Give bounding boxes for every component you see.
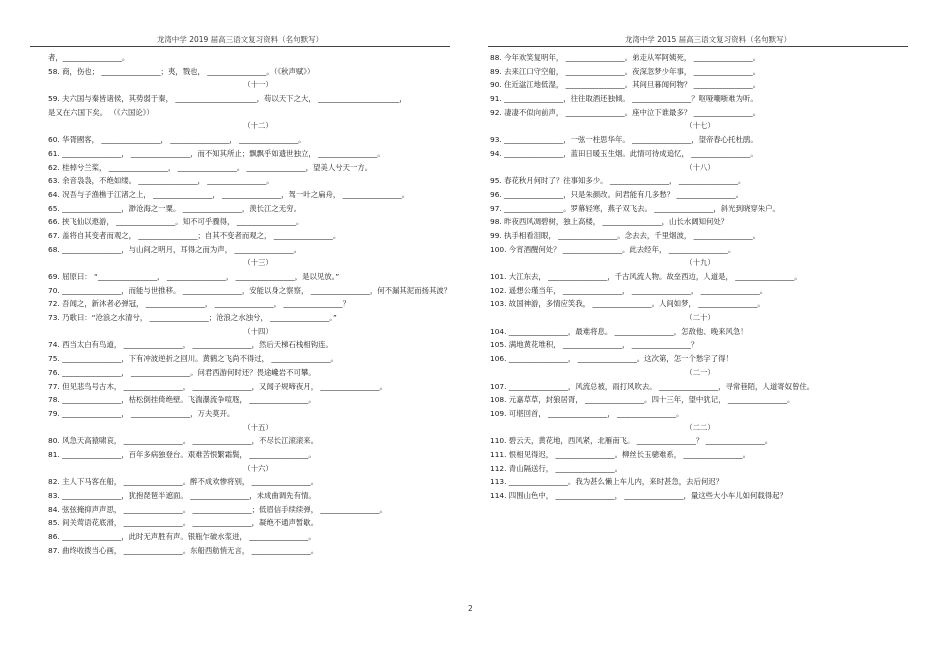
question-line: 89. 去来江口守空船， ________________。夜深忽梦少年事， ________________。 (490, 66, 761, 76)
left-header-rule (30, 46, 450, 47)
question-line: 66. 挟飞仙以遨游， ________________。知不可乎骤得， ________________。 (48, 217, 304, 227)
question-line: 102. 遥想公瑾当年， ________________， ________________， ________________。 (490, 285, 768, 295)
question-line: 70. ________________，而能与世推移。 ________________，安能以身之察察， ________________，何不漏其泥而扬其波？ (48, 285, 452, 295)
page-number: 2 (468, 604, 473, 613)
question-line: 103. 故国神游，多情应笑我， ________________。人间如梦， ________________。 (490, 299, 765, 309)
right-column (490, 51, 910, 503)
right-header-rule (488, 46, 908, 47)
section-heading: （二十） (685, 313, 715, 323)
question-line: 65. ________________，渺沧海之一粟。 ________________，羡长江之无穷。 (48, 203, 301, 213)
question-line: 74. 西当太白有鸟道， ________________， ________________，然后天梯石栈相钩连。 (48, 340, 333, 350)
question-line: 84. 弦弦掩抑声声思， ________________。 ________________；低眉信手续续弹， ________________。 (48, 504, 387, 514)
question-line: 80. 风急天高猿啸哀， ________________。 ________________，不尽长江滚滚来。 (48, 436, 319, 446)
section-heading: （二二） (685, 422, 715, 432)
question-line: 86. ________________，此时无声胜有声。银瓶乍破水浆迸， ________________。 (48, 532, 316, 542)
question-line: 81. ________________，百年多病独登台。艰难苦恨繁霜鬓， ________________。 (48, 449, 316, 459)
left-page-header: 龙湾中学 2019 届高三语文复习资料（名句默写） (156, 35, 324, 44)
section-heading: （十四） (243, 326, 273, 336)
question-line: 94. ________________，蓝田日暖玉生烟。此情可待成追忆， ________________。 (490, 148, 758, 158)
question-line: 72. 吾闻之，新沐者必弹冠， ________________， ________________， ________________？ (48, 299, 350, 309)
question-line: 60. 华胥國客， ________________， ________________， ________________。 (48, 135, 306, 145)
question-line: 是又在六国下矣。 （《六国论》） (48, 107, 154, 117)
question-line: 114. 四围山色中， ________________， ________________，量这些大小车儿如何载得起？ (490, 491, 787, 500)
question-line: 63. 余音袅袅，不绝如缕。 ________________， ________________。 (48, 176, 274, 186)
question-line: 110. 碧云天，黄花地，西风紧，北雁南飞。 ________________？ ________________。 (490, 436, 773, 446)
question-line: 88. 今年欢笑复明年， ________________。弟走从军阿姨死， ________________。 (490, 53, 761, 62)
question-line: 113. ________________。我为甚么懒上车儿内，来时甚急，去后何迟？ (490, 477, 724, 487)
question-line: 93. ________________，一弦一柱思华年。 ________________，望帝春心托杜鹃。 (490, 135, 758, 145)
question-line: 98. 昨夜西风凋碧树，独上高楼， ________________，山长水阔知何处？ (490, 217, 729, 227)
question-line: 106. ________________， ________________。这次第，怎一个愁字了得！ (490, 354, 733, 364)
question-line: 64. 况吾与子渔樵于江渚之上， ________________， ________________，驾一叶之扁舟， ________________。 (48, 189, 410, 199)
left-column (48, 51, 468, 557)
question-line: 83. ________________，犹抱琵琶半遮面。 ________________，未成曲调先有情。 (48, 491, 316, 500)
question-line: 100. 今宵酒醒何处？ ________________。此去经年， ________________。 (490, 244, 736, 254)
question-line: 68. ________________，与山间之明月，耳得之而为声， ________________。 (48, 244, 301, 254)
question-line: 者，________________。 (48, 53, 130, 62)
question-line: 59. 夫六国与秦皆诸侯，其势弱于秦， ______________________，苟以天下之大， ______________________， (48, 94, 407, 104)
question-line: 96. ________________，只是朱颜改。问君能有几多愁？ ________________。 (490, 189, 743, 199)
section-heading: （十二） (243, 121, 273, 131)
question-line: 95. 春花秋月何时了？往事知多少。 ________________， ________________。 (490, 176, 746, 186)
question-line: 111. 恨相见得迟， ________________。柳丝长玉骢难系， ________________。 (490, 449, 751, 459)
section-heading: （十五） (243, 422, 273, 432)
question-line: 82. 主人下马客在船， ________________。醉不成欢惨将别， ________________。 (48, 477, 319, 487)
section-heading: （十一） (243, 80, 273, 90)
question-line: 91. ________________，往往取酒还独倾。 ________________？呕哑嘲哳难为听。 (490, 94, 758, 104)
question-line: 108. 元嘉草草，封狼居胥， ________________。四十三年，望中犹记， ________________。 (490, 395, 795, 405)
section-heading: （十六） (243, 463, 273, 473)
question-line: 101. 大江东去， ________________，千古风流人物。故垒西边，人道是， ________________。 (490, 272, 802, 281)
section-heading: （十八） (685, 162, 715, 172)
question-line: 112. 青山隔送行， ________________。 (490, 463, 623, 473)
question-line: 77. 但见悲鸟号古木， ________________， ________________，又闻子规啼夜月， ________________。 (48, 381, 387, 391)
question-line: 67. 盖将自其变者而观之， ________________；自其不变者而观之， ________________。 (48, 230, 341, 240)
question-line: 62. 桂棹兮兰桨， ________________， ________________。 ________________，望美人兮天一方。 (48, 162, 373, 172)
question-line: 105. 满地黄花堆积， ________________， ________________？ (490, 340, 699, 350)
question-line: 97. ________________。罗幕轻寒，燕子双飞去。 ________________，斜光到晓穿朱户。 (490, 203, 780, 213)
question-line: 76. ________________， ________________。问君西游何时还？畏途巉岩不可攀。 (48, 367, 316, 377)
question-line: 90. 住近湓江地低湿， ________________。其间旦暮闻何物？ ________________。 (490, 80, 761, 90)
section-heading: （十九） (685, 258, 715, 268)
question-line: 69. 屈原曰： “________________， ________________， ________________，是以见放。” (48, 272, 340, 281)
question-line: 73. 乃歌曰：“沧浪之水清兮， ________________；沧浪之水浊兮， ________________。” (48, 313, 337, 323)
question-line: 104. ________________，最难将息。 ________________，怎敌他、晚来风急！ (490, 326, 748, 336)
question-line: 92. 凄凄不似向前声， ________________。座中泣下谁最多？ ________________。 (490, 107, 761, 117)
section-heading: （十七） (685, 121, 715, 131)
section-heading: （二一） (685, 367, 715, 377)
question-line: 58. 商，伤也； ________________；夷，戮也， ________________。（《秋声赋》） (48, 66, 315, 76)
question-line: 87. 曲终收拨当心画， ________________。东船西舫悄无言， ________________。 (48, 545, 319, 555)
question-line: 107. ________________，风流总被，雨打风吹去。 ________________，寻常巷陌，人道寄奴曾住。 (490, 381, 815, 391)
section-heading: （十三） (243, 258, 273, 268)
question-line: 109. 可堪回首， ________________， ________________。 (490, 408, 684, 418)
question-line: 99. 执手相看泪眼， ________________。念去去，千里烟波， ________________。 (490, 230, 761, 240)
right-page-header: 龙湾中学 2015 届高三语文复习资料（名句默写） (624, 35, 792, 44)
question-line: 75. ________________，下有冲波逆折之回川。黄鹤之飞尚不得过， ________________。 (48, 354, 338, 364)
question-line: 78. ________________，枯松倒挂倚绝壁。飞湍瀑流争喧豗， ________________。 (48, 395, 316, 405)
question-line: 79. ________________， ________________，万夫莫开。 (48, 408, 235, 418)
question-line: 85. 间关莺语花底滑， ________________。 ________________，凝绝不通声暂歇。 (48, 518, 319, 528)
question-line: 61. ________________， ________________，而不知其所止；飘飘乎如遗世独立， ________________。 (48, 148, 385, 158)
